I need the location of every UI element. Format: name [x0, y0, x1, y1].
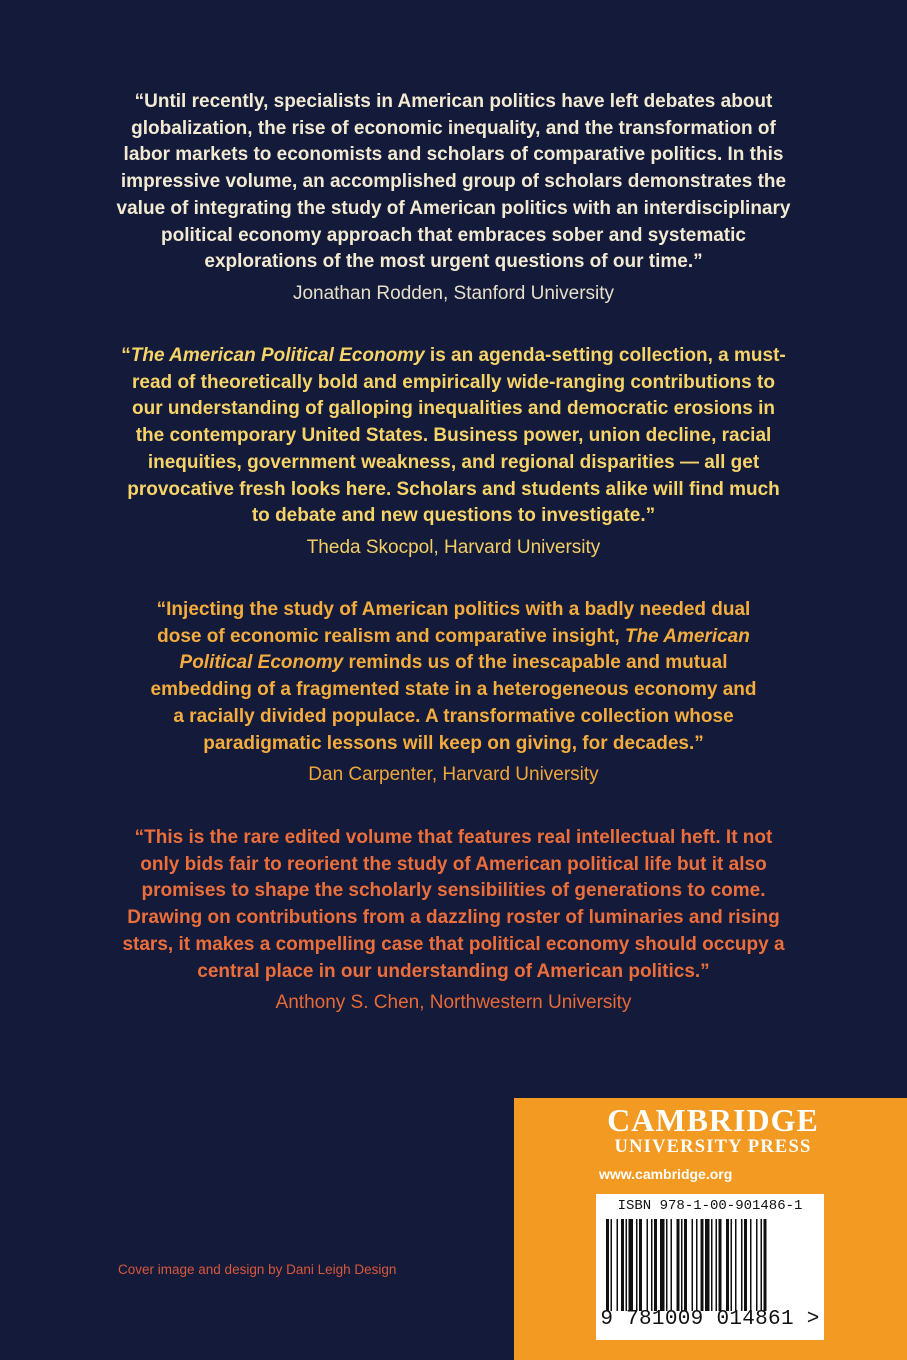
barcode-bars	[606, 1219, 814, 1311]
blurb-quote	[100, 597, 807, 757]
barcode-bar	[651, 1219, 653, 1311]
barcode-bar	[696, 1219, 698, 1311]
barcode-bar	[764, 1219, 767, 1311]
isbn-barcode	[596, 1194, 824, 1340]
publisher-logo	[598, 1103, 828, 1157]
barcode-bar	[606, 1219, 609, 1311]
barcode-bar	[654, 1219, 657, 1311]
book-title: The American Political Economy	[130, 345, 425, 366]
barcode-bar	[705, 1219, 710, 1311]
publisher-name-line2: UNIVERSITY PRESS	[614, 1137, 812, 1157]
barcode-bar	[681, 1219, 683, 1311]
barcode-bar	[756, 1219, 758, 1311]
blurb-quote	[100, 89, 807, 276]
barcode-bar	[636, 1219, 638, 1311]
barcode-bar	[744, 1219, 747, 1311]
barcode-bar	[741, 1219, 743, 1311]
blurb-attribution: Theda Skocpol, Harvard University	[306, 536, 601, 558]
blurb-quote	[100, 343, 807, 530]
barcode-bar	[666, 1219, 668, 1311]
blurb-quote	[100, 825, 807, 985]
blurb-attribution: Jonathan Rodden, Stanford University	[292, 282, 615, 304]
blurb-attribution: Anthony S. Chen, Northwestern University	[275, 992, 632, 1014]
blurb-quote-text: “Until recently, specialists in American politics have left debates about globalization, the rise of economic inequality, and the transformation of labor markets to economists and scholars of comparative politics. In this impressive volume, an accomplished group of scholars demonstrates the value of integrating the study of American politics with an interdisciplinary political economy approach that embraces sober and systematic explorations of the most urgent questions of our time.”	[116, 91, 791, 273]
blurb-skocpol	[100, 343, 807, 561]
publisher-panel	[514, 1098, 907, 1360]
cover-design-credit: Cover image and design by Dani Leigh Design	[118, 1262, 397, 1277]
blurb-quote-text: “This is the rare edited volume that features real intellectual heft. It not only bids fair to reorient the study of American political life but it also promises to shape the scholarly sensibilities of generations to come. Drawing on contributions from a dazzling roster of luminaries and rising stars, it makes a compelling case that political economy should occupy a central place in our understanding of American politics.”	[122, 827, 785, 982]
barcode-bar	[761, 1219, 763, 1311]
barcode-bar	[684, 1219, 687, 1311]
blurb-carpenter	[100, 597, 807, 788]
blurb-quote-text: “Injecting the study of American politics with a badly needed dual dose of economic realism and comparative insight,	[156, 599, 751, 647]
barcode-bar	[719, 1219, 722, 1311]
barcode-bar	[677, 1219, 680, 1311]
barcode-bar	[716, 1219, 718, 1311]
barcode-bar	[750, 1219, 752, 1311]
blurb-attribution: Dan Carpenter, Harvard University	[308, 764, 599, 786]
barcode-bar	[701, 1219, 704, 1311]
barcode-bar	[660, 1219, 665, 1311]
blurb-quote-text: “	[121, 345, 131, 366]
blurb-rodden	[100, 89, 807, 307]
barcode-bar	[629, 1219, 634, 1311]
publisher-name-line1: CAMBRIDGE	[607, 1102, 819, 1138]
barcode-bar	[639, 1219, 642, 1311]
barcode-bar	[735, 1219, 737, 1311]
blurb-chen	[100, 825, 807, 1016]
barcode-bar	[731, 1219, 733, 1311]
book-title: The American Political Economy	[179, 625, 750, 674]
barcode-bar	[692, 1219, 694, 1311]
isbn-label: ISBN 978-1-00-901486-1	[617, 1198, 803, 1214]
barcode-bar	[621, 1219, 624, 1311]
publisher-url: www.cambridge.org	[599, 1166, 733, 1182]
barcode-bar	[617, 1219, 619, 1311]
barcode-number: 9 781009 014861 >	[600, 1308, 820, 1331]
barcode-bar	[647, 1219, 649, 1311]
blurb-quote-text: reminds us of the inescapable and mutual embedding of a fragmented state in a heterogeneous economy and a racially divided populace. A transformative collection whose paradigmatic lessons will keep on giving, for decades.”	[150, 652, 757, 754]
barcode-bar	[611, 1219, 613, 1311]
barcode-bar	[711, 1219, 713, 1311]
barcode-bar	[726, 1219, 729, 1311]
barcode-bar	[626, 1219, 628, 1311]
blurb-quote-text: is an agenda-setting collection, a must-read of theoretically bold and empirically wide-ranging contributions to our understanding of galloping inequalities and democratic erosions in the contemporary United States. Business power, union decline, racial inequities, government weakness, and regional disparities — all get provocative fresh looks here. Scholars and students alike will find much to debate and new questions to investigate.”	[127, 345, 786, 527]
barcode-bar	[671, 1219, 673, 1311]
